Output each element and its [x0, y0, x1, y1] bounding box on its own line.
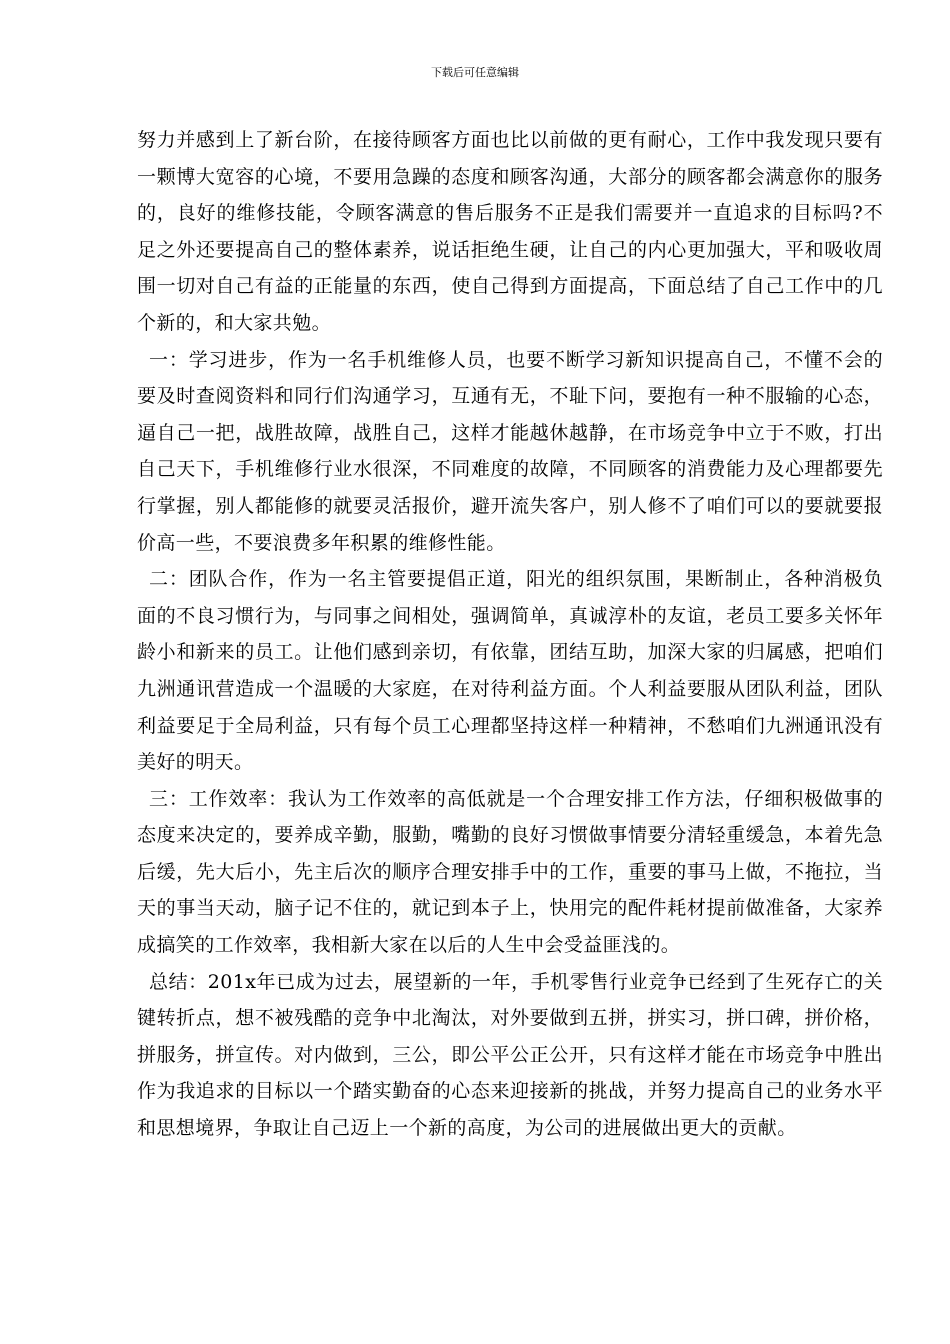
paragraph-teamwork: 二：团队合作，作为一名主管要提倡正道，阳光的组织氛围，果断制止，各种消极负面的不良习惯行为，与同事之间相处，强调简单，真诚淳朴的友谊，老员工要多关怀年龄小和新来的员工。让他们感到亲切，有依靠，团结互助，加深大家的归属感，把咱们九洲通讯营造成一个温暖的大家庭，在对待利益方面。个人利益要服从团队利益，团队利益要足于全局利益，只有每个员工心理都坚持这样一种精神，不愁咱们九洲通讯没有美好的明天。 [137, 568, 883, 774]
paragraph-summary: 总结：201x年已成为过去，展望新的一年，手机零售行业竞争已经到了生死存亡的关键转折点，想不被残酷的竞争中北淘汰，对外要做到五拼，拼实习，拼口碑，拼价格，拼服务，拼宣传。对内做到，三公，即公平公正公开，只有这样才能在市场竞争中胜出作为我追求的目标以一个踏实勤奋的心态来迎接新的挑战，并努力提高自己的业务水平和思想境界，争取让自己迈上一个新的高度，为公司的进展做出更大的贡献。 [137, 970, 883, 1140]
paragraph-learning: 一：学习进步，作为一名手机维修人员，也要不断学习新知识提高自己，不懂不会的要及时查阅资料和同行们沟通学习，互通有无，不耻下问，要抱有一种不服输的心态，逼自己一把，战胜故障，战胜自己，这样才能越休越静，在市场竞争中立于不败，打出自己天下，手机维修行业水很深，不同难度的故障，不同顾客的消费能力及心理都要先行掌握，别人都能修的就要灵活报价，避开流失客户，别人修不了咱们可以的要就要报价高一些，不要浪费多年积累的维修性能。 [137, 348, 883, 554]
paragraph-efficiency: 三：工作效率：我认为工作效率的高低就是一个合理安排工作方法，仔细积极做事的态度来决定的，要养成辛勤，服勤，嘴勤的良好习惯做事情要分清轻重缓急，本着先急后缓，先大后小，先主后次的顺序合理安排手中的工作，重要的事马上做，不拖拉，当天的事当天动，脑子记不住的，就记到本子上，快用完的配件耗材提前做准备，大家养成搞笑的工作效率，我相新大家在以后的人生中会受益匪浅的。 [137, 787, 883, 957]
paragraph-intro: 努力并感到上了新台阶，在接待顾客方面也比以前做的更有耐心，工作中我发现只要有一颗博大宽容的心境，不要用急躁的态度和顾客沟通，大部分的顾客都会满意你的服务的，良好的维修技能，令顾客满意的售后服务不正是我们需要并一直追求的目标吗?不足之外还要提高自己的整体素养，说话拒绝生硬，让自己的内心更加强大，平和吸收周围一切对自己有益的正能量的东西，使自己得到方面提高，下面总结了自己工作中的几个新的，和大家共勉。 [137, 129, 883, 334]
page-header: 下载后可任意编辑 [431, 66, 519, 79]
document-body [137, 122, 883, 1147]
